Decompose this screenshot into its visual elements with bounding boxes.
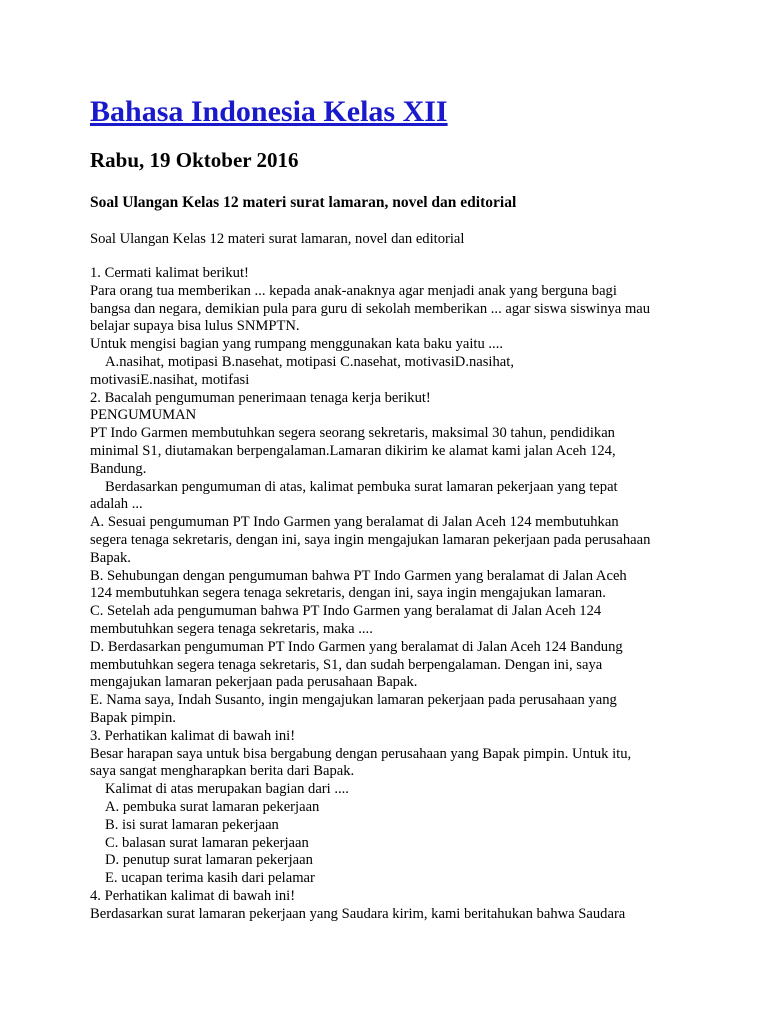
post-title: Soal Ulangan Kelas 12 materi surat lamaran, novel dan editorial (90, 194, 517, 211)
question-text-line: Berdasarkan surat lamaran pekerjaan yang Saudara kirim, kami beritahukan bahwa Saudara (90, 905, 626, 922)
question-text-line: bangsa dan negara, demikian pula para guru di sekolah memberikan ... agar siswa siswinya mau (90, 300, 651, 317)
answer-option-line: 124 membutuhkan segera tenaga sekretaris, dengan ini, saya ingin mengajukan lamaran. (90, 585, 606, 602)
answer-options-line: A.nasihat, motipasi B.nasehat, motipasi C.nasehat, motivasiD.nasihat, (105, 353, 514, 370)
question-text-line: PT Indo Garmen membutuhkan segera seorang sekretaris, maksimal 30 tahun, pendidikan (90, 425, 615, 442)
post-date: Rabu, 19 Oktober 2016 (90, 148, 299, 172)
answer-option-line: membutuhkan segera tenaga sekretaris, S1, dan sudah berpengalaman. Dengan ini, saya (90, 656, 603, 673)
question-text-line: Bandung. (90, 460, 147, 477)
question-text-line: Berdasarkan pengumuman di atas, kalimat pembuka surat lamaran pekerjaan yang tepat (105, 478, 618, 495)
answer-option-line: membutuhkan segera tenaga sekretaris, maka .... (90, 620, 373, 637)
question-4-heading: 4. Perhatikan kalimat di bawah ini! (90, 887, 296, 904)
answer-option-line: segera tenaga sekretaris, dengan ini, saya ingin mengajukan lamaran pekerjaan pada perusahaan (90, 531, 651, 548)
answer-option-b: B. Sehubungan dengan pengumuman bahwa PT Indo Garmen yang beralamat di Jalan Aceh (90, 567, 627, 584)
question-text-line: Para orang tua memberikan ... kepada anak-anaknya agar menjadi anak yang berguna bagi (90, 282, 617, 299)
answer-option-d: D. Berdasarkan pengumuman PT Indo Garmen yang beralamat di Jalan Aceh 124 Bandung (90, 638, 623, 655)
post-intro: Soal Ulangan Kelas 12 materi surat lamaran, novel dan editorial (90, 231, 465, 247)
answer-option-d: D. penutup surat lamaran pekerjaan (105, 852, 313, 869)
question-3-heading: 3. Perhatikan kalimat di bawah ini! (90, 727, 296, 744)
question-text-line: Besar harapan saya untuk bisa bergabung dengan perusahaan yang Bapak pimpin. Untuk itu, (90, 745, 632, 762)
question-text-line: minimal S1, diutamakan berpengalaman.Lamaran dikirim ke alamat kami jalan Aceh 124, (90, 442, 616, 459)
question-text-line: belajar supaya bisa lulus SNMPTN. (90, 318, 300, 335)
answer-option-line: Bapak pimpin. (90, 709, 176, 726)
answer-option-b: B. isi surat lamaran pekerjaan (105, 816, 279, 833)
answer-option-a: A. pembuka surat lamaran pekerjaan (105, 798, 320, 815)
question-text-line: Kalimat di atas merupakan bagian dari .... (105, 781, 349, 798)
answer-option-c: C. Setelah ada pengumuman bahwa PT Indo Garmen yang beralamat di Jalan Aceh 124 (90, 603, 602, 620)
answer-option-line: Bapak. (90, 549, 131, 566)
question-text-line: Untuk mengisi bagian yang rumpang menggunakan kata baku yaitu .... (90, 336, 503, 353)
answer-option-e: E. ucapan terima kasih dari pelamar (105, 870, 315, 887)
answer-option-e: E. Nama saya, Indah Susanto, ingin mengajukan lamaran pekerjaan pada perusahaan yang (90, 692, 617, 709)
question-text-line: saya sangat mengharapkan berita dari Bapak. (90, 763, 355, 780)
answer-options-line: motivasiE.nasihat, motifasi (90, 371, 250, 388)
question-1-heading: 1. Cermati kalimat berikut! (90, 265, 249, 281)
blog-title-link[interactable]: Bahasa Indonesia Kelas XII (90, 95, 448, 128)
answer-option-a: A. Sesuai pengumuman PT Indo Garmen yang beralamat di Jalan Aceh 124 membutuhkan (90, 514, 619, 531)
question-2-heading: 2. Bacalah pengumuman penerimaan tenaga kerja berikut! (90, 389, 431, 406)
answer-option-line: mengajukan lamaran pekerjaan pada perusahaan Bapak. (90, 674, 418, 691)
question-text-line: adalah ... (90, 496, 143, 513)
announcement-heading: PENGUMUMAN (90, 407, 197, 424)
answer-option-c: C. balasan surat lamaran pekerjaan (105, 834, 309, 851)
post-body (90, 265, 680, 923)
